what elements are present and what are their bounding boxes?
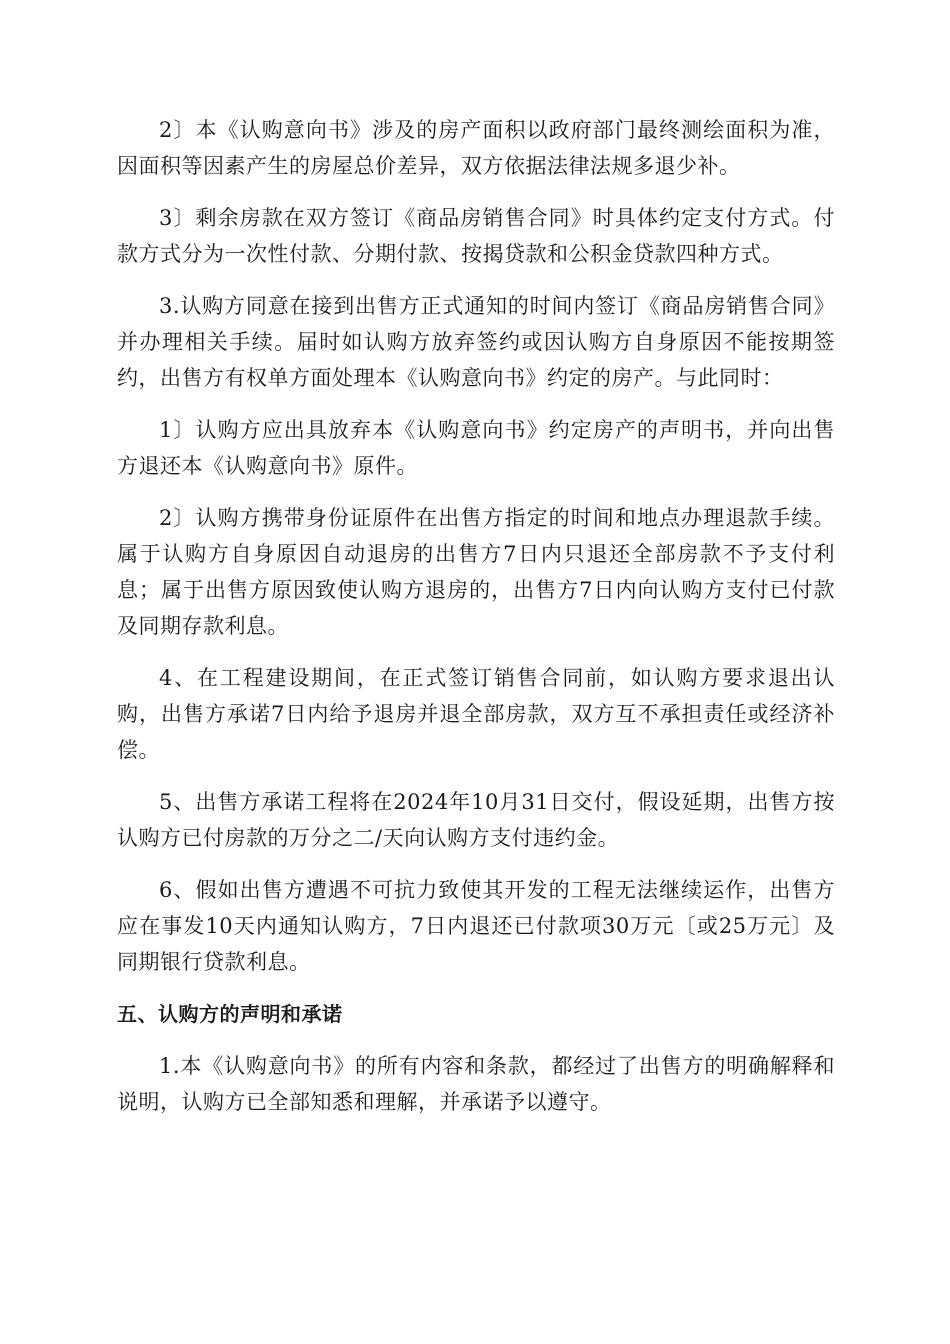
paragraph-area-difference: 2〕本《认购意向书》涉及的房产面积以政府部门最终测绘面积为准，因面积等因素产生的房屋总价差异，双方依据法律法规多退少补。 [117,118,835,178]
paragraph-force-majeure: 6、假如出售方遭遇不可抗力致使其开发的工程无法继续运作，出售方应在事发10天内通知认购方，7日内退还已付款项30万元〔或25万元〕及同期银行贷款利息。 [117,878,835,974]
paragraph-buyer-declaration: 1.本《认购意向书》的所有内容和条款，都经过了出售方的明确解释和说明，认购方已全部知悉和理解，并承诺予以遵守。 [117,1054,835,1114]
paragraph-delivery-date: 5、出售方承诺工程将在2024年10月31日交付，假设延期，出售方按认购方已付房款的万分之二/天向认购方支付违约金。 [117,790,835,850]
paragraph-withdrawal: 4、在工程建设期间，在正式签订销售合同前，如认购方要求退出认购，出售方承诺7日内给予退房并退全部房款，双方互不承担责任或经济补偿。 [117,666,835,762]
section-heading: 五、认购方的声明和承诺 [117,1002,343,1026]
paragraph-waiver-statement: 1〕认购方应出具放弃本《认购意向书》约定房产的声明书，并向出售方退还本《认购意向书》原件。 [117,418,835,478]
paragraph-refund-procedure: 2〕认购方携带身份证原件在出售方指定的时间和地点办理退款手续。属于认购方自身原因自动退房的出售方7日内只退还全部房款不予支付利息；属于出售方原因致使认购方退房的，出售方7日内向认购方支付已付款及同期存款利息。 [117,506,835,638]
document-body [117,112,835,1136]
paragraph-remaining-payment: 3〕剩余房款在双方签订《商品房销售合同》时具体约定支付方式。付款方式分为一次性付款、分期付款、按揭贷款和公积金贷款四种方式。 [117,206,835,266]
paragraph-signing-contract: 3.认购方同意在接到出售方正式通知的时间内签订《商品房销售合同》并办理相关手续。届时如认购方放弃签约或因认购方自身原因不能按期签约，出售方有权单方面处理本《认购意向书》约定的房产。与此同时： [117,294,835,390]
